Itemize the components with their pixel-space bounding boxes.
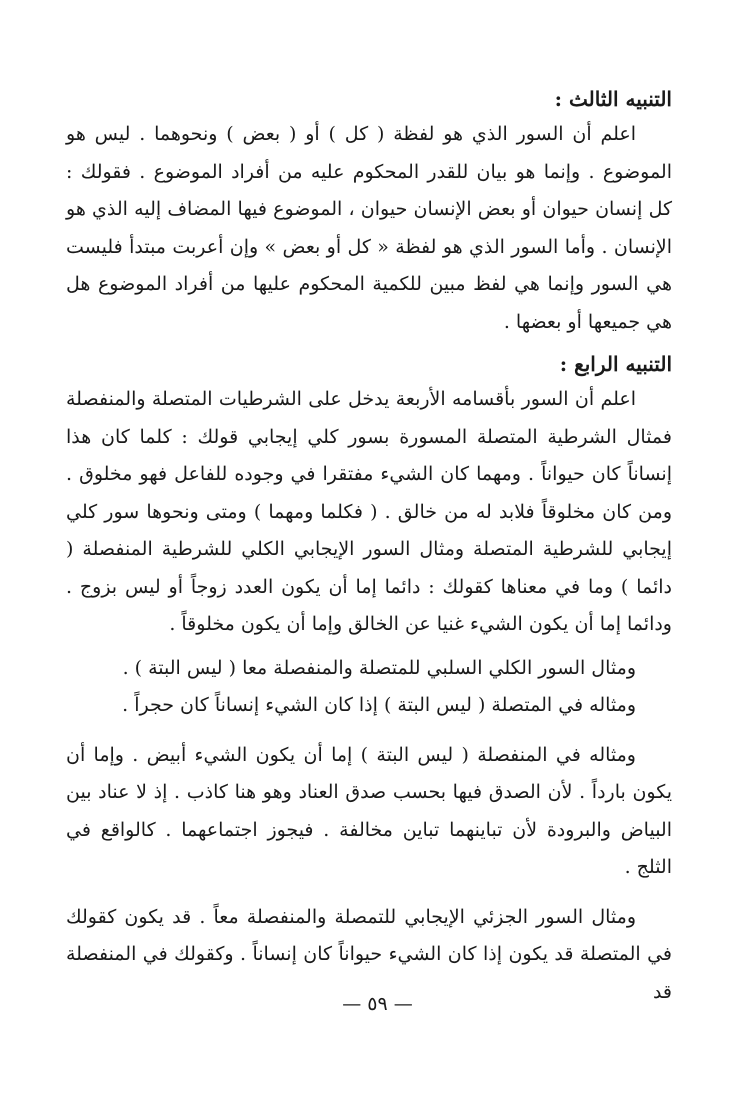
page-body [66, 82, 672, 1011]
third-note-paragraph: اعلم أن السور الذي هو لفظة ( كل ) أو ( بعض ) ونحوهما . ليس هو الموضوع . وإنما هو بيان للقدر المحكوم عليه من أفراد الموضوع . فقولك : كل إنسان حيوان أو بعض الإنسان حيوان ، الموضوع فيها المضاف إليه الذي هو الإنسان . وأما السور الذي هو لفظة « كل أو بعض » وإن أعربت مبتدأ فليست هي السور وإنما هي لفظ مبين للكمية المحكوم عليها من أفراد الموضوع هل هي جميعها أو بعضها . [66, 123, 672, 333]
third-note-heading: التنبيه الثالث : [554, 87, 672, 111]
fourth-note-paragraph-5: ومثال السور الجزئي الإيجابي للتمصلة والمنفصلة معاً . قد يكون كقولك في المتصلة قد يكون إذا كان الشيء حيواناً كان إنساناً . وكقولك في المنفصلة قد [66, 905, 672, 1003]
fourth-note-heading: التنبيه الرابع : [559, 352, 672, 376]
page-number: — ٥٩ — [342, 993, 413, 1015]
fourth-note-line-2: ومثال السور الكلي السلبي للمتصلة والمنفصلة معا ( ليس البتة ) . [122, 656, 636, 679]
fourth-note-paragraph-4: ومثاله في المنفصلة ( ليس البتة ) إما أن يكون الشيء أبيض . وإما أن يكون بارداً . لأن الصدق فيها بحسب صدق العناد وهو هنا كاذب . إذ لا عناد بين البياض والبرودة لأن تباينهما تباين مخالفة . فيجوز اجتماعهما . كالواقع في الثلج . [66, 743, 672, 878]
fourth-note-line-3: ومثاله في المتصلة ( ليس البتة ) إذا كان الشيء إنساناً كان حجراً . [122, 694, 636, 716]
fourth-note-paragraph-1: اعلم أن السور بأقسامه الأربعة يدخل على الشرطيات المتصلة والمنفصلة فمثال الشرطية المتصلة المسورة بسور كلي إيجابي قولك : كلما كان هذا إنساناً كان حيواناً . ومهما كان الشيء مفتقرا في وجوده للفاعل فهو مخلوق . ومن كان مخلوقاً فلابد له من خالق . ( فكلما ومهما ) ومتى ونحوها سور كلي إيجابي للشرطية المتصلة ومثال السور الإيجابي الكلي للشرطية المنفصلة ( دائما ) وما في معناها كقولك : دائما إما أن يكون العدد زوجاً أو ليس بزوج . ودائما إما أن يكون الشيء غنيا عن الخالق وإما أن يكون مخلوقاً . [66, 388, 672, 635]
